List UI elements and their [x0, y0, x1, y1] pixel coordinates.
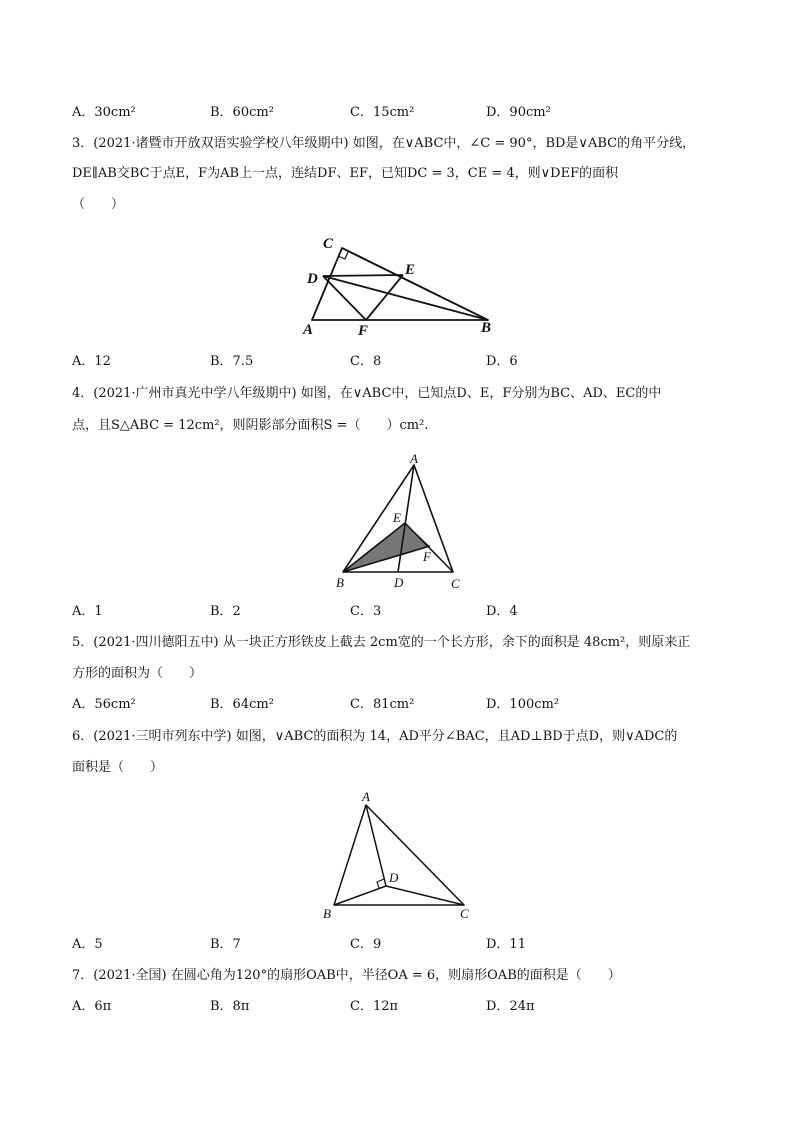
q2-option-d: D．90cm²	[486, 105, 551, 120]
q4-option-b: B．2	[210, 604, 241, 619]
q6-options	[72, 935, 732, 955]
q3-label-b: B	[481, 320, 492, 336]
q3-label-c: C	[323, 236, 334, 252]
q6-segment-dc	[386, 886, 464, 905]
q4-stem-line2: 点，且S△ABC = 12cm²，则阴影部分面积S =（ ）cm².	[72, 418, 429, 433]
q3-answer-blank: （ ）	[72, 197, 125, 212]
q4-label-c: C	[451, 576, 460, 591]
q3-figure	[290, 228, 510, 346]
q6-label-a: A	[362, 789, 370, 804]
q4-shaded-triangle-bef	[343, 523, 430, 572]
q3-option-b: B．7.5	[210, 354, 254, 369]
q3-triangle-abc	[312, 248, 488, 320]
q5-stem-line1: 5．(2021·四川德阳五中) 从一块正方形铁皮上截去 2cm宽的一个长方形，余下的面积是 48cm²，则原来正	[72, 635, 691, 650]
q6-stem-line2: 面积是（ ）	[72, 760, 164, 775]
q5-stem-line2: 方形的面积为（ ）	[72, 666, 203, 681]
q7-options	[72, 997, 732, 1017]
q6-option-d: D．11	[486, 937, 526, 952]
q6-bisector-ad	[366, 805, 386, 886]
q4-option-a: A．1	[72, 604, 103, 619]
q7-option-a: A．6π	[72, 999, 112, 1014]
q4-label-e: E	[393, 510, 401, 525]
q2-option-b: B．60cm²	[210, 105, 274, 120]
q4-label-b: B	[336, 575, 344, 590]
q3-label-e: E	[405, 262, 416, 278]
q2-option-c: C．15cm²	[350, 105, 415, 120]
q3-label-a: A	[303, 322, 314, 338]
q6-option-a: A．5	[72, 937, 103, 952]
q3-stem-line1: 3．(2021·诸暨市开放双语实验学校八年级期中) 如图，在∨ABC中，∠C = 90°，BD是∨ABC的角平分线，	[72, 136, 696, 151]
q6-label-d: D	[389, 870, 399, 885]
q3-option-c: C．8	[350, 354, 382, 369]
q6-stem-line1: 6．(2021·三明市列东中学) 如图，∨ABC的面积为 14，AD平分∠BAC，且AD⊥BD于点D，则∨ADC的	[72, 729, 678, 744]
q3-options	[72, 352, 732, 372]
q2-option-a: A．30cm²	[72, 105, 136, 120]
q5-option-b: B．64cm²	[210, 697, 274, 712]
q3-label-f: F	[358, 323, 369, 339]
q6-option-c: C．9	[350, 937, 382, 952]
q5-option-a: A．56cm²	[72, 697, 136, 712]
q3-bisector-bd	[323, 276, 488, 320]
q4-figure	[325, 450, 475, 595]
q7-option-d: D．24π	[486, 999, 535, 1014]
q4-option-c: C．3	[350, 604, 382, 619]
q5-options	[72, 695, 732, 715]
q7-option-b: B．8π	[210, 999, 250, 1014]
q3-stem-line2: DE∥AB交BC于点E，F为AB上一点，连结DF、EF，已知DC = 3，CE = 4，则∨DEF的面积	[72, 166, 619, 181]
q6-label-b: B	[323, 906, 331, 921]
q5-option-d: D．100cm²	[486, 697, 560, 712]
q3-segment-ef	[366, 275, 403, 320]
q3-option-a: A．12	[72, 354, 111, 369]
q6-label-c: C	[460, 906, 469, 921]
q2-options	[72, 103, 732, 123]
q6-triangle-abc	[334, 805, 464, 905]
q5-option-c: C．81cm²	[350, 697, 415, 712]
q6-option-b: B．7	[210, 937, 241, 952]
q3-label-d: D	[307, 271, 318, 287]
q7-stem-line1: 7．(2021·全国) 在圆心角为120°的扇形OAB中，半径OA = 6，则扇形OAB的面积是（ ）	[72, 968, 621, 983]
q6-figure	[318, 787, 478, 927]
q4-label-f: F	[423, 549, 431, 564]
q4-stem-line1: 4．(2021·广州市真光中学八年级期中) 如图，在∨ABC中，已知点D、E，F分别为BC、AD、EC的中	[72, 386, 662, 401]
q3-option-d: D．6	[486, 354, 518, 369]
q4-label-d: D	[394, 575, 404, 590]
q4-options	[72, 602, 732, 622]
q3-segment-de	[323, 275, 403, 276]
q7-option-c: C．12π	[350, 999, 399, 1014]
q4-label-a: A	[410, 451, 418, 466]
q4-option-d: D．4	[486, 604, 518, 619]
q6-segment-bd	[334, 886, 386, 905]
